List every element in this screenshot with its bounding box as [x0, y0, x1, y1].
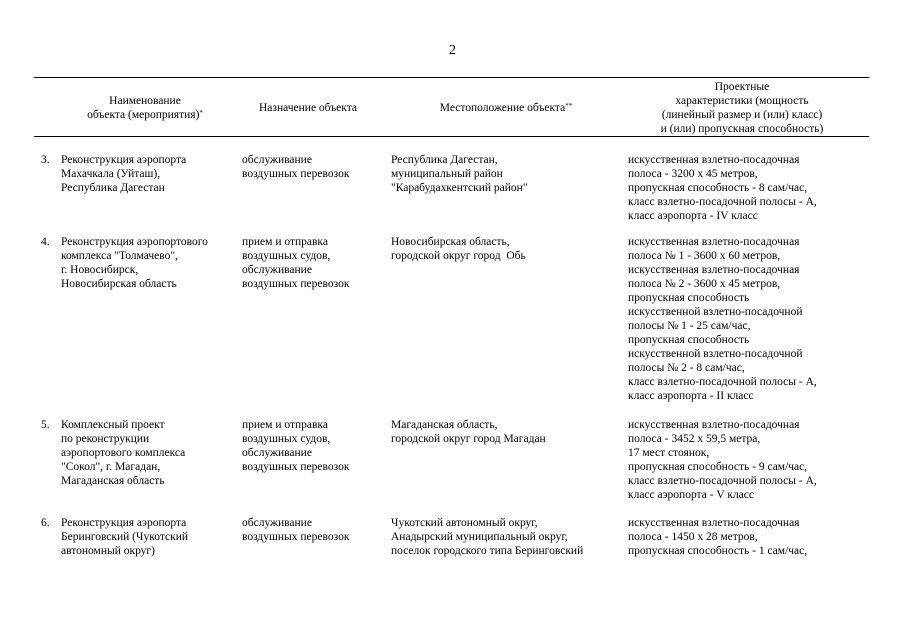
text-line: полоса - 3452 х 59,5 метра, [628, 433, 761, 445]
design-specs-cell [628, 235, 868, 403]
text-line: полоса № 2 - 3600 х 45 метров, [628, 278, 781, 290]
header-line: Местоположение объекта** [439, 102, 573, 114]
footnote-marker: * [199, 109, 203, 117]
text-line: "Карабудахкентский район" [391, 182, 528, 194]
text-line: пропускная способность [628, 292, 750, 304]
table-top-rule [34, 77, 869, 78]
object-location-cell [391, 418, 621, 446]
footnote-marker: ** [565, 102, 573, 110]
header-line: Проектные [714, 81, 770, 93]
object-purpose-cell [242, 516, 382, 544]
text-line: класс аэропорта - V класс [628, 489, 755, 501]
header-design-characteristics [622, 80, 862, 136]
text-line: класс взлетно-посадочной полосы - А, [628, 475, 817, 487]
text-line: городской округ город Обь [391, 250, 526, 262]
text-line: искусственная взлетно-посадочная [628, 517, 800, 529]
object-location-cell [391, 235, 621, 263]
text-line: 17 мест стоянок, [628, 447, 710, 459]
text-line: прием и отправка [242, 419, 328, 431]
text-line: искусственная взлетно-посадочная [628, 154, 800, 166]
text-line: пропускная способность - 9 сам/час, [628, 461, 808, 473]
text-line: воздушных судов, [242, 250, 331, 262]
text-line: воздушных перевозок [242, 278, 350, 290]
object-location-cell [391, 516, 621, 558]
text-line: воздушных судов, [242, 433, 331, 445]
text-line: искусственная взлетно-посадочная [628, 264, 800, 276]
row-number: 3. [41, 154, 50, 166]
text-line: Республика Дагестан, [391, 154, 498, 166]
header-line: Назначение объекта [259, 102, 357, 114]
text-line: полосы № 2 - 8 сам/час, [628, 362, 745, 374]
text-line: аэропортового комплекса [61, 447, 186, 459]
header-line: (линейный размер и (или) класс) [661, 109, 823, 121]
header-line: объекта (мероприятия)* [87, 109, 203, 121]
text-line: воздушных перевозок [242, 531, 350, 543]
header-line: характеристики (мощность [675, 95, 809, 107]
object-purpose-cell [242, 153, 382, 181]
text-line: класс аэропорта - IV класс [628, 210, 758, 222]
header-object-name [60, 94, 230, 122]
object-location-cell [391, 153, 621, 195]
object-name-cell [61, 418, 231, 488]
text-line: Новосибирская область, [391, 236, 510, 248]
text-line: искусственная взлетно-посадочная [628, 236, 800, 248]
header-line: и (или) пропускная способность) [660, 123, 824, 135]
row-number: 4. [41, 236, 50, 248]
text-line: полоса - 3200 х 45 метров, [628, 168, 758, 180]
text-line: по реконструкции [61, 433, 150, 445]
text-line: прием и отправка [242, 236, 328, 248]
text-line: поселок городского типа Беринговский [391, 545, 584, 557]
text-line: Реконструкция аэропорта [61, 517, 187, 529]
text-line: г. Новосибирск, [61, 264, 139, 276]
object-name-cell [61, 235, 231, 291]
text-line: искусственной взлетно-посадочной [628, 348, 803, 360]
object-name-cell [61, 516, 231, 558]
table-header-rule [34, 136, 869, 137]
object-purpose-cell [242, 235, 382, 291]
header-object-location [396, 101, 616, 115]
design-specs-cell [628, 153, 868, 223]
text-line: Реконструкция аэропорта [61, 154, 187, 166]
object-name-cell [61, 153, 231, 195]
text-line: обслуживание [242, 517, 312, 529]
text-line: Комплексный проект [61, 419, 165, 431]
design-specs-cell [628, 418, 868, 502]
text-line: Анадырский муниципальный округ, [391, 531, 568, 543]
text-line: искусственная взлетно-посадочная [628, 419, 800, 431]
text-line: Республика Дагестан [61, 182, 165, 194]
text-line: Магаданская область, [391, 419, 498, 431]
design-specs-cell [628, 516, 868, 558]
text-line: воздушных перевозок [242, 461, 350, 473]
text-line: полосы № 1 - 25 сам/час, [628, 320, 751, 332]
text-line: класс взлетно-посадочной полосы - А, [628, 196, 817, 208]
object-purpose-cell [242, 418, 382, 474]
header-object-purpose [238, 101, 378, 115]
text-line: класс аэропорта - II класс [628, 390, 754, 402]
text-line: обслуживание [242, 447, 312, 459]
text-line: пропускная способность [628, 334, 750, 346]
text-line: пропускная способность - 1 сам/час, [628, 545, 808, 557]
text-line: городской округ город Магадан [391, 433, 546, 445]
row-number: 5. [41, 419, 50, 431]
text-line: полоса № 1 - 3600 х 60 метров, [628, 250, 781, 262]
text-line: класс взлетно-посадочной полосы - А, [628, 376, 817, 388]
row-number: 6. [41, 517, 50, 529]
text-line: "Сокол", г. Магадан, [61, 461, 161, 473]
text-line: Махачкала (Уйташ), [61, 168, 161, 180]
text-line: воздушных перевозок [242, 168, 350, 180]
text-line: пропускная способность - 8 сам/час, [628, 182, 808, 194]
text-line: Чукотский автономный округ, [391, 517, 538, 529]
text-line: муниципальный район [391, 168, 503, 180]
text-line: Магаданская область [61, 475, 165, 487]
text-line: автономный округ) [61, 545, 155, 557]
text-line: Новосибирская область [61, 278, 177, 290]
text-line: обслуживание [242, 264, 312, 276]
text-line: Беринговский (Чукотский [61, 531, 189, 543]
text-line: обслуживание [242, 154, 312, 166]
text-line: полоса - 1450 х 28 метров, [628, 531, 758, 543]
page-number: 2 [449, 43, 456, 58]
header-line: Наименование [109, 95, 181, 107]
text-line: Реконструкция аэропортового [61, 236, 208, 248]
text-line: искусственной взлетно-посадочной [628, 306, 803, 318]
text-line: комплекса "Толмачево", [61, 250, 178, 262]
